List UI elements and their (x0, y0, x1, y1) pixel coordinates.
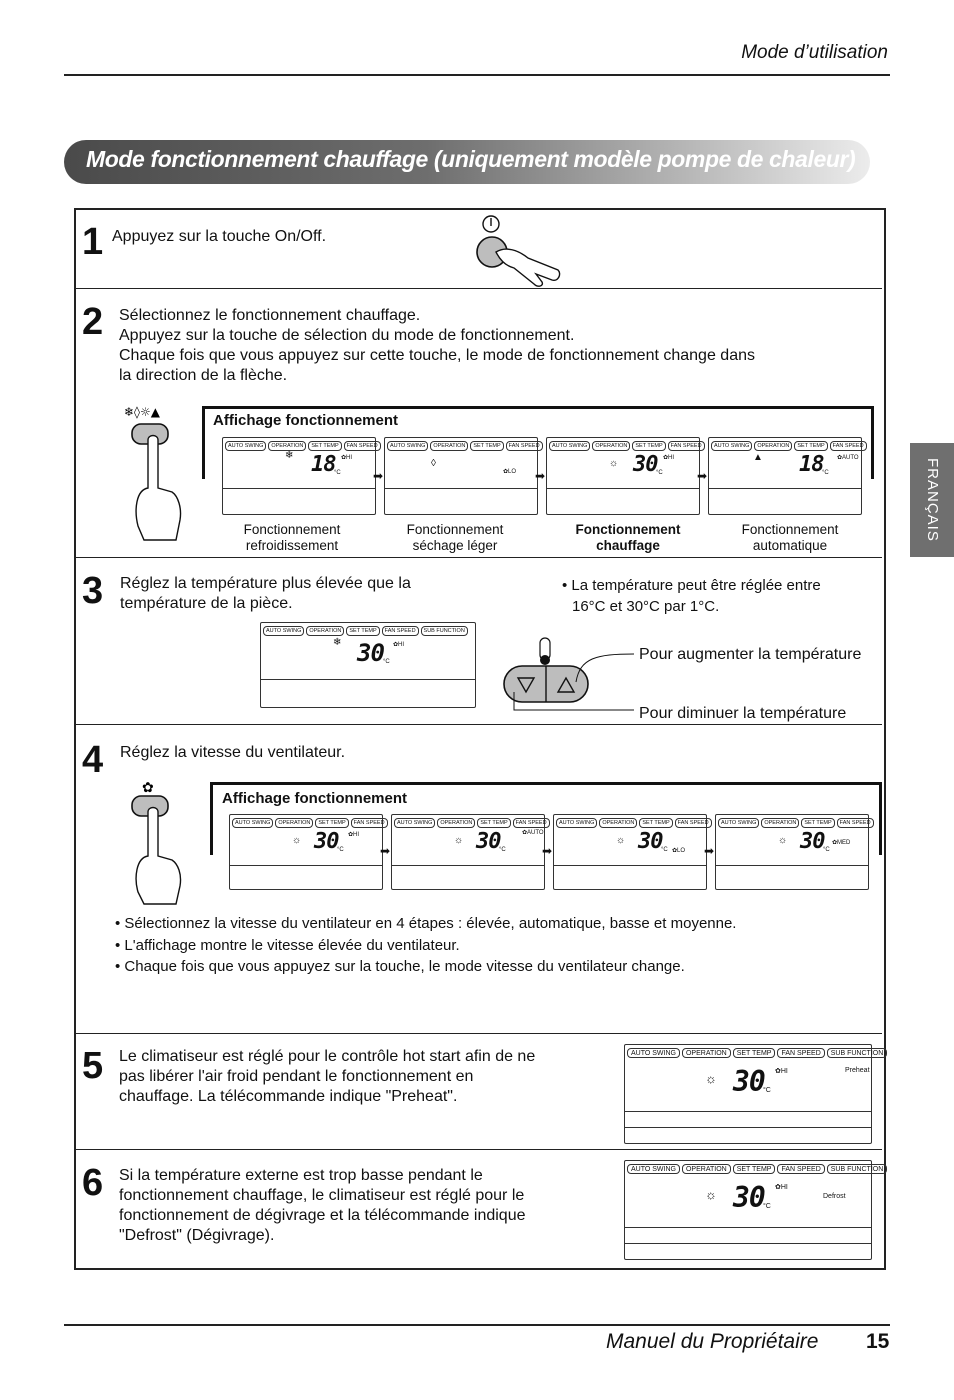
lcd-tag: FAN SPEED (777, 1048, 824, 1058)
step-number: 2 (82, 301, 104, 343)
lcd-deg: °C (656, 470, 663, 476)
sun-icon: ☼ (705, 1071, 717, 1086)
lcd-tag: OPERATION (761, 818, 799, 828)
lcd-temp: 18 (799, 452, 824, 477)
step-text: Réglez la vitesse du ventilateur. (120, 744, 346, 761)
lcd-status-note: Preheat (845, 1067, 870, 1074)
fan-button-hand-icon (118, 776, 198, 906)
sun-icon: ☼ (292, 835, 302, 846)
step-text-line: pas libérer l'air froid pendant le fonctionnement en (119, 1068, 474, 1085)
lcd-temp: 30 (733, 1181, 765, 1214)
step-number: 4 (82, 739, 104, 781)
lcd-fan: ✿HI (341, 455, 353, 461)
lcd-temp: 30 (638, 829, 663, 854)
drop-icon: ◊ (431, 458, 436, 469)
step-text-line: température de la pièce. (120, 595, 293, 612)
lcd-defrost (624, 1160, 884, 1260)
arrow-right-icon: ➡ (542, 844, 553, 858)
lcd-temp: 30 (357, 639, 384, 667)
lcd-tag: OPERATION (430, 441, 468, 451)
lcd-set-temp (260, 622, 476, 708)
lcd-tag: SET TEMP (346, 626, 379, 636)
lcd-tag: AUTO SWING (711, 441, 752, 451)
lcd-tag: AUTO SWING (556, 818, 597, 828)
svg-text:✿: ✿ (142, 780, 154, 796)
step-text-line: Sélectionnez le fonctionnement chauffage. (119, 307, 421, 324)
lcd-tag: OPERATION (754, 441, 792, 451)
header-rule (64, 74, 890, 76)
footer-rule (64, 1324, 890, 1326)
lcd-tag: FAN SPEED (351, 818, 388, 828)
bullet: • Chaque fois que vous appuyez sur la touche, le mode vitesse du ventilateur change. (115, 958, 685, 975)
lcd-tag: SET TEMP (477, 818, 510, 828)
lcd-tag: FAN SPEED (837, 818, 874, 828)
lcd-tag: SUB FUNCTION (827, 1048, 888, 1058)
section-title: Mode d’utilisation (741, 42, 888, 63)
step-number: 5 (82, 1045, 104, 1087)
lcd-deg: °C (334, 470, 341, 476)
lcd-tag: FAN SPEED (668, 441, 705, 451)
step-number: 6 (82, 1162, 104, 1204)
lcd-deg: °C (661, 847, 668, 853)
lcd-cool (222, 437, 376, 515)
sun-icon: ☼ (454, 835, 464, 846)
step-divider (76, 1149, 882, 1150)
lcd-temp: 30 (476, 829, 501, 854)
step-number: 1 (82, 221, 104, 263)
lcd-tag: OPERATION (599, 818, 637, 828)
lcd-tag: AUTO SWING (627, 1048, 680, 1058)
step-divider (76, 724, 882, 725)
step-text-line: Si la température externe est trop basse pendant le (119, 1167, 483, 1184)
lcd-auto (708, 437, 862, 515)
lcd-fan: ✿HI (348, 832, 360, 838)
increase-temp-label: Pour augmenter la température (639, 646, 862, 663)
lcd-fan-hi (229, 814, 383, 890)
lcd-temp: 30 (800, 829, 825, 854)
lcd-temp: 30 (314, 829, 339, 854)
lcd-fan-lo (553, 814, 707, 890)
lcd-tag: SET TEMP (733, 1164, 776, 1174)
sun-icon: ☼ (778, 835, 788, 846)
lcd-tag: FAN SPEED (344, 441, 381, 451)
language-tab (910, 443, 954, 557)
lcd-tag: AUTO SWING (387, 441, 428, 451)
lcd-deg: °C (763, 1203, 771, 1210)
step-text-line: "Defrost" (Dégivrage). (119, 1227, 275, 1244)
lcd-heat (546, 437, 700, 515)
snowflake-icon: ❄ (333, 637, 342, 648)
lcd-tag: FAN SPEED (830, 441, 867, 451)
lcd-tag: OPERATION (268, 441, 306, 451)
lcd-fan: ✿LO (503, 469, 517, 475)
lcd-tag: SET TEMP (639, 818, 672, 828)
lcd-tag: SUB FUNCTION (421, 626, 468, 636)
step-text: Appuyez sur la touche On/Off. (112, 228, 327, 245)
step-divider (76, 557, 882, 558)
display-label: Affichage fonctionnement (222, 790, 408, 807)
lcd-dry (384, 437, 538, 515)
lcd-temp: 30 (633, 452, 658, 477)
display-label: Affichage fonctionnement (213, 412, 399, 429)
step-text-line: fonctionnement de dégivrage et la télécommande indique (119, 1207, 526, 1224)
lcd-tag: SUB FUNCTION (827, 1164, 888, 1174)
lcd-tag: FAN SPEED (675, 818, 712, 828)
lcd-deg: °C (337, 847, 344, 853)
arrow-right-icon: ➡ (697, 469, 708, 483)
mode-caption: Fonctionnement séchage léger (406, 522, 504, 553)
bullet: • L'affichage montre le vitesse élevée du ventilateur. (115, 937, 460, 954)
step-text-line: la direction de la flèche. (119, 367, 288, 384)
lcd-tag: OPERATION (592, 441, 630, 451)
lcd-tag: OPERATION (306, 626, 344, 636)
lcd-fan: ✿HI (393, 642, 405, 648)
lcd-deg: °C (383, 659, 390, 665)
lcd-fan: ✿HI (663, 455, 675, 461)
step-text-line: fonctionnement chauffage, le climatiseur est réglé pour le (119, 1187, 525, 1204)
step-text-line: Réglez la température plus élevée que la (120, 575, 411, 592)
lcd-tag: AUTO SWING (263, 626, 304, 636)
lcd-fan: ✿AUTO (837, 455, 859, 461)
lcd-fan: ✿AUTO (522, 830, 544, 836)
lcd-tag: AUTO SWING (549, 441, 590, 451)
range-note: • La température peut être réglée entre (562, 577, 821, 594)
svg-text:❄◊☼▲: ❄◊☼▲ (124, 405, 160, 419)
decrease-temp-label: Pour diminuer la température (639, 705, 847, 722)
step-text-line: Chaque fois que vous appuyez sur cette touche, le mode de fonctionnement change dans (119, 347, 755, 364)
arrow-right-icon: ➡ (380, 844, 391, 858)
lcd-tag: OPERATION (682, 1164, 731, 1174)
lcd-preheat (624, 1044, 884, 1144)
lcd-tag: FAN SPEED (777, 1164, 824, 1174)
lcd-tag: SET TEMP (308, 441, 341, 451)
lcd-tag: FAN SPEED (513, 818, 550, 828)
lcd-deg: °C (763, 1087, 771, 1094)
step-text-line: Le climatiseur est réglé pour le contrôle hot start afin de ne (119, 1048, 536, 1065)
lcd-fan-auto (391, 814, 545, 890)
sun-icon: ☼ (616, 835, 626, 846)
arrow-right-icon: ➡ (535, 469, 546, 483)
lcd-fan-med (715, 814, 869, 890)
lcd-tag: SET TEMP (315, 818, 348, 828)
lcd-tag: AUTO SWING (225, 441, 266, 451)
lcd-tag: FAN SPEED (382, 626, 419, 636)
lcd-tag: SET TEMP (794, 441, 827, 451)
lcd-tag: AUTO SWING (718, 818, 759, 828)
lcd-deg: °C (499, 847, 506, 853)
lcd-status-note: Defrost (823, 1193, 846, 1200)
step-number: 3 (82, 570, 104, 612)
lcd-tag: OPERATION (682, 1048, 731, 1058)
step-text-line: Appuyez sur la touche de sélection du mode de fonctionnement. (119, 327, 575, 344)
lcd-tag: SET TEMP (632, 441, 665, 451)
mode-caption: Fonctionnement automatique (741, 522, 839, 553)
lcd-tag: SET TEMP (801, 818, 834, 828)
lcd-fan: ✿HI (775, 1068, 788, 1075)
arrow-right-icon: ➡ (373, 469, 384, 483)
lcd-tag: OPERATION (275, 818, 313, 828)
snowflake-icon: ❄ (285, 450, 294, 461)
lcd-tag: OPERATION (437, 818, 475, 828)
step-text-line: chauffage. La télécommande indique "Preheat". (119, 1088, 458, 1105)
lcd-deg: °C (823, 847, 830, 853)
auto-mode-icon: ▲ (753, 452, 763, 463)
mode-button-hand-icon (118, 400, 198, 542)
page-title: Mode fonctionnement chauffage (uniquement modèle pompe de chaleur) (86, 146, 856, 172)
lcd-fan: ✿MED (832, 840, 851, 846)
bullet: • Sélectionnez la vitesse du ventilateur en 4 étapes : élevée, automatique, basse et moyenne. (115, 915, 737, 932)
lcd-tag: FAN SPEED (506, 441, 543, 451)
step-divider (76, 1033, 882, 1034)
lcd-tag: AUTO SWING (627, 1164, 680, 1174)
lcd-tag: AUTO SWING (394, 818, 435, 828)
lcd-deg: °C (822, 470, 829, 476)
footer-title: Manuel du Propriétaire (606, 1330, 819, 1353)
lcd-fan: ✿HI (775, 1184, 788, 1191)
lcd-tag: SET TEMP (733, 1048, 776, 1058)
lcd-fan: ✿LO (672, 848, 686, 854)
mode-caption-heating: Fonctionnement chauffage (575, 522, 681, 553)
language-tab-label: FRANÇAIS (924, 458, 941, 542)
range-note: 16°C et 30°C par 1°C. (572, 598, 720, 615)
lcd-temp: 18 (311, 452, 336, 477)
mode-caption: Fonctionnement refroidissement (243, 522, 341, 553)
power-button-hand-icon (466, 212, 566, 286)
temp-buttons (500, 636, 640, 716)
sun-icon: ☼ (609, 458, 619, 469)
page-number: 15 (866, 1330, 890, 1353)
sun-icon: ☼ (705, 1187, 717, 1202)
lcd-tag: SET TEMP (470, 441, 503, 451)
step-divider (76, 288, 882, 289)
lcd-tag: AUTO SWING (232, 818, 273, 828)
arrow-right-icon: ➡ (704, 844, 715, 858)
lcd-temp: 30 (733, 1065, 765, 1098)
